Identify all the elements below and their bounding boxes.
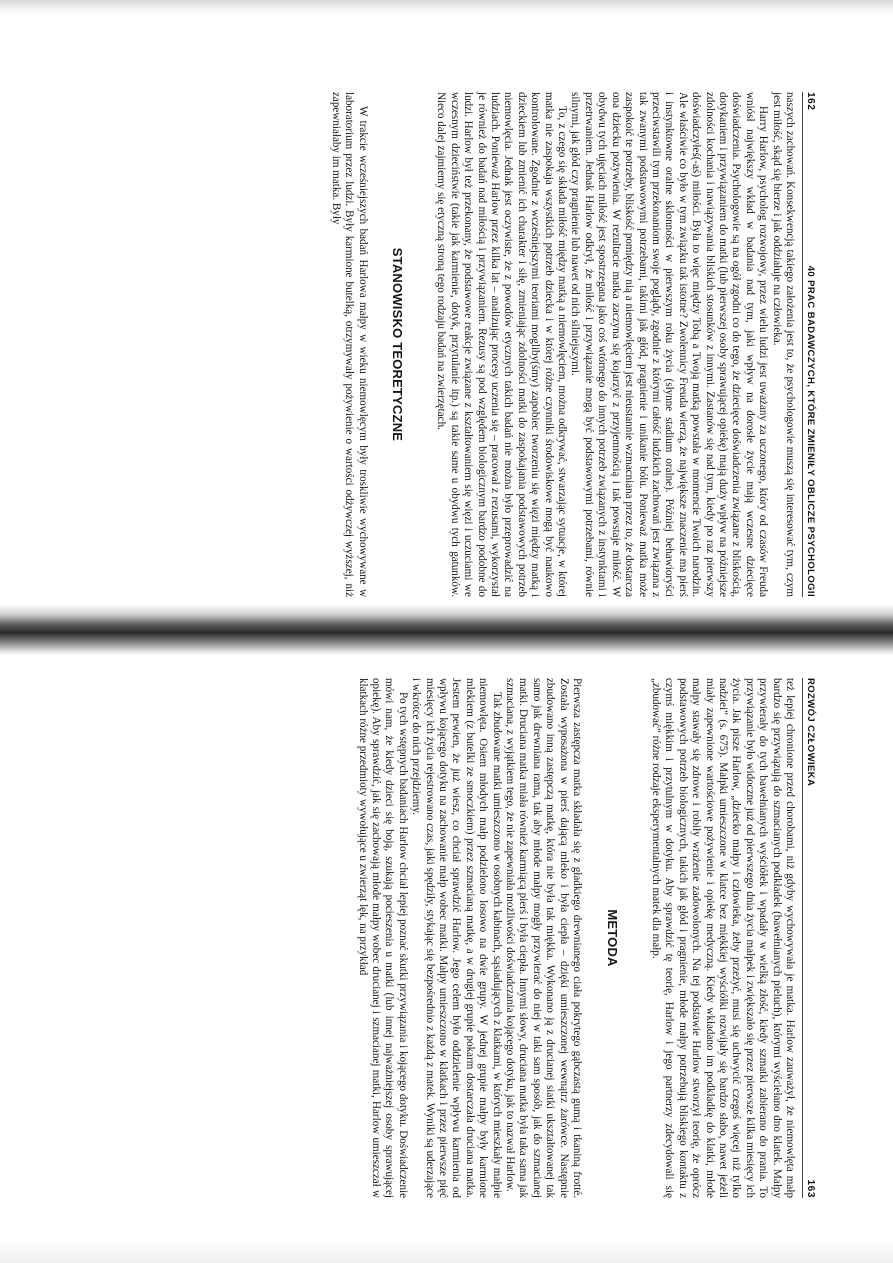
page-163 <box>48 678 818 1198</box>
paragraph: Tak zbudowane matki umieszczono w osobnych kabinach, sąsiadujących z klatkami, w których mieszkały małpie niemowlęta. Osiem młodych małp podzielono losowo na dwie grupy. W jednej grupie małpy były karmione mlekiem (z butelki ze smoczkiem) przez szmacianą matkę, a w drugiej grupie pokarm dostarczała druciana matka. Jestem pewien, że już wiesz, co chciał sprawdzić Harlow. Jego celem było oddzielenie wpływu karmienia od wpływu kojącego dotyku na zachowanie małp wobec matki. Małpy umieszczono w klatkach i przez pierwsze pięć miesięcy ich życia rejestrowano czas, jaki spędziły, stykając się bezpośrednio z każdą z matek. Wyniki są uderzające i wkrótce do nich przejdziemy. <box>410 678 503 1198</box>
running-header <box>802 92 818 597</box>
paragraph: Harry Harlow, psycholog rozwojowy, przez wielu ludzi jest uważany za uczonego, który od czasów Freuda wniósł największy wkład w badania nad tym, jaki wpływ na dorosłe życie mają wczesne dziecięce doświadczenia. Psychologowie są na ogół zgodni co do tego, że dziecięce doświadczenia związane z bliskością, dotykaniem i przywiązaniem do matki (lub pierwszej osoby sprawującej opiekę) mają duży wpływ na późniejsze zdolności kochania i nawiązywania bliskich stosunków z innymi. Zastanów się nad tym, kiedy po raz pierwszy doświadczyłeś(-aś) miłości. Była to więc między Tobą a Twoją matką powstała w momencie Twoich narodzin. Ale właściwie co było w tym związku tak istotne? Zwolennicy Freuda wierzą, że największe znaczenie ma pierś i instynktowne oralne skłonności w pierwszym roku życia (słynne stadium oralne). Później behawioryści przeciwstawili tym przekonaniom swoje poglądy, zgodnie z którymi całość ludzkich zachowań jest związana z tak zwanymi podstawowymi potrzebami, takimi jak głód, pragnienie i unikanie bólu. Ponieważ matka może zaspokoić te potrzeby, bliskość pomiędzy nią a niemowlęciem jest nieustannie wzmacniana przez to, że dostarcza ona dziecku pożywienia. W rezultacie matka zaczyna się kojarzyć z przyjemnością i tak powstaje miłość. W obydwu tych ujęciach miłość jest spostrzegana jako coś wtórnego do innych potrzeb związanych z instynktami i przetrwaniem. Jednak Harlow odkrył, że miłość i przywiązanie mogą być podstawowymi potrzebami, równie silnymi, jak głód czy pragnienie lub nawet od nich silniejszymi. <box>569 92 770 597</box>
section-heading: STANOWISKO TEORETYCZNE <box>390 247 406 442</box>
page-number: 163 <box>805 1179 816 1198</box>
running-header <box>802 678 818 1198</box>
paragraph: też lepiej chronione przed chorobami, niż gdyby wychowywała je matka. Harlow zauważył, że niemowlęta małp bardzo się przywiązują do szmacianych podkładek (bawełnianych pieluch), którymi wyściełano dno klatek. Małpy przywierały do tych bawełnianych wyściółek i wpadały w wielką złość, kiedy szmatki zabierano do prania. To przywiązanie było widoczne już od pierwszego dnia życia małpek i zwiększało się przez pierwsze kilka miesięcy ich życia. Jak pisze Harlow, „dziecko małpy i człowieka, żeby przeżyć, musi się uchwycić czegoś więcej niż tylko nadziei” (s. 675). Małpki umieszczone w klatce bez miękkiej wyściółki rozwijały się bardzo słabo, nawet jeżeli miały zapewnione wartościowe pożywienie i opiekę medyczną. Kiedy wkładano im podkładkę do klatki, młode małpy stawały się zdrowe i robiły wrażenie zadowolonych. Na tej podstawie Harlow stworzył teorię, że oprócz podstawowych potrzeb biologicznych, takich jak głód i pragnienie, młode małpy potrzebują bliskiego kontaktu z czymś miękkim i przytulnym w dotyku. Aby sprawdzić tę teorię, Harlow i jego partnerzy zdecydowali się „zbudować” różne rodzaje eksperymentalnych matek dla małp. <box>649 678 796 1198</box>
paragraph: W trakcie wcześniejszych badań Harlowa małpy w wieku niemowlęcym były troskliwie wychowywane w laboratorium przez ludzi. Były karmione butelką, otrzymywały pożywienie o wartości odżywczej wyższej, niż zapewniałaby im matka. Były <box>329 92 369 597</box>
paragraph: Pierwsza zastępcza matka składała się z gładkiego drewnianego ciała pokrytego gąbczastą gumą i tkaniną frotté. Została wyposażona w pierś dającą mleko i była ciepła – dzięki umieszczonej wewnątrz żarówce. Następnie zbudowano inną zastępczą matkę, która nie była tak miękka. Wykonano ją z drucianej siatki ukształtowanej tak samo jak drewniana rama, tak aby młode małpy mogły przywierać do niej w taki sam sposób, jak do szmacianej matki. Druciana matka miała również karmiącą pierś i była ciepła. Innymi słowy, druciana matka była taka sama jak szmaciana, z wyjątkiem tego, że nie zapewniała możliwości doświadczania kojącego dotyku, jak to nazwał Harlow. <box>504 678 584 1198</box>
paragraph: naszych zachowań. Konsekwencją takiego założenia jest to, że psychologowie muszą się interesować tym, czym jest miłość, skąd się bierze i jak oddziałuje na człowieka. <box>770 92 796 597</box>
section-heading: METODA <box>604 909 620 967</box>
scan-edge-bottom <box>0 1240 893 1263</box>
running-title: ROZWÓJ CZŁOWIEKA <box>805 678 816 787</box>
paragraph: Po tych wstępnych badaniach Harlow chciał lepiej poznać skutki przywiązania i kojącego dotyku. Doświadczenie mówi nam, że kiedy dzieci się boją, szukają pocieszenia u matki (lub innej najważniejszej osoby sprawującej opiekę). Aby sprawdzić, jak się zachowają młode małpy wobec drucianej i szmacianej matki, Harlow umieszczał w klatkach różne przedmioty wywołujące u zwierząt lęk, na przykład <box>356 678 409 1198</box>
paragraph: To, z czego się składa miłość między matką a niemowlęciem, można odkrywać, stwarzając sytuacje, w której matka nie zaspokaja wszystkich potrzeb dziecka i w której różne czynniki środowiskowe mogą być naukowo kontrolowane. Zgodnie z wcześniejszymi teoriami mogliby(śmy) zapobiec tworzeniu się więzi między matką i dzieckiem lub zmienić ich charakter i siłę, zmieniając zdolności matki do zaspokajania podstawowych potrzeb niemowlęcia. Jednak jest oczywiste, że z powodów etycznych takich badań nie można było przeprowadzić na ludziach. Ponieważ Harlow przez kilka lat – analizując procesy uczenia się – pracował z rezusami, wykorzystał je również do badań nad miłością i przywiązaniem. Rezusy są pod względem biologicznym bardzo podobne do ludzi. Harlow był też przekonany, że podstawowe reakcje związane z kształtowaniem się więzi i uczuciami we wczesnym dzieciństwie (takie jak karmienie, dotyk, przytulanie itp.) są takie same u obydwu tych gatunków. Nieco dalej zajmiemy się etyczną stroną tego rodzaju badań na zwierzętach. <box>435 92 569 597</box>
page-162 <box>48 92 818 597</box>
scan-edge-top <box>0 0 893 16</box>
running-title: 40 PRAC BADAWCZYCH, KTÓRE ZMIENIŁY OBLICZE PSYCHOLOGII <box>805 265 816 597</box>
book-gutter <box>0 604 893 656</box>
body-text <box>328 92 796 597</box>
page-number: 162 <box>805 92 816 111</box>
body-text <box>355 678 796 1198</box>
